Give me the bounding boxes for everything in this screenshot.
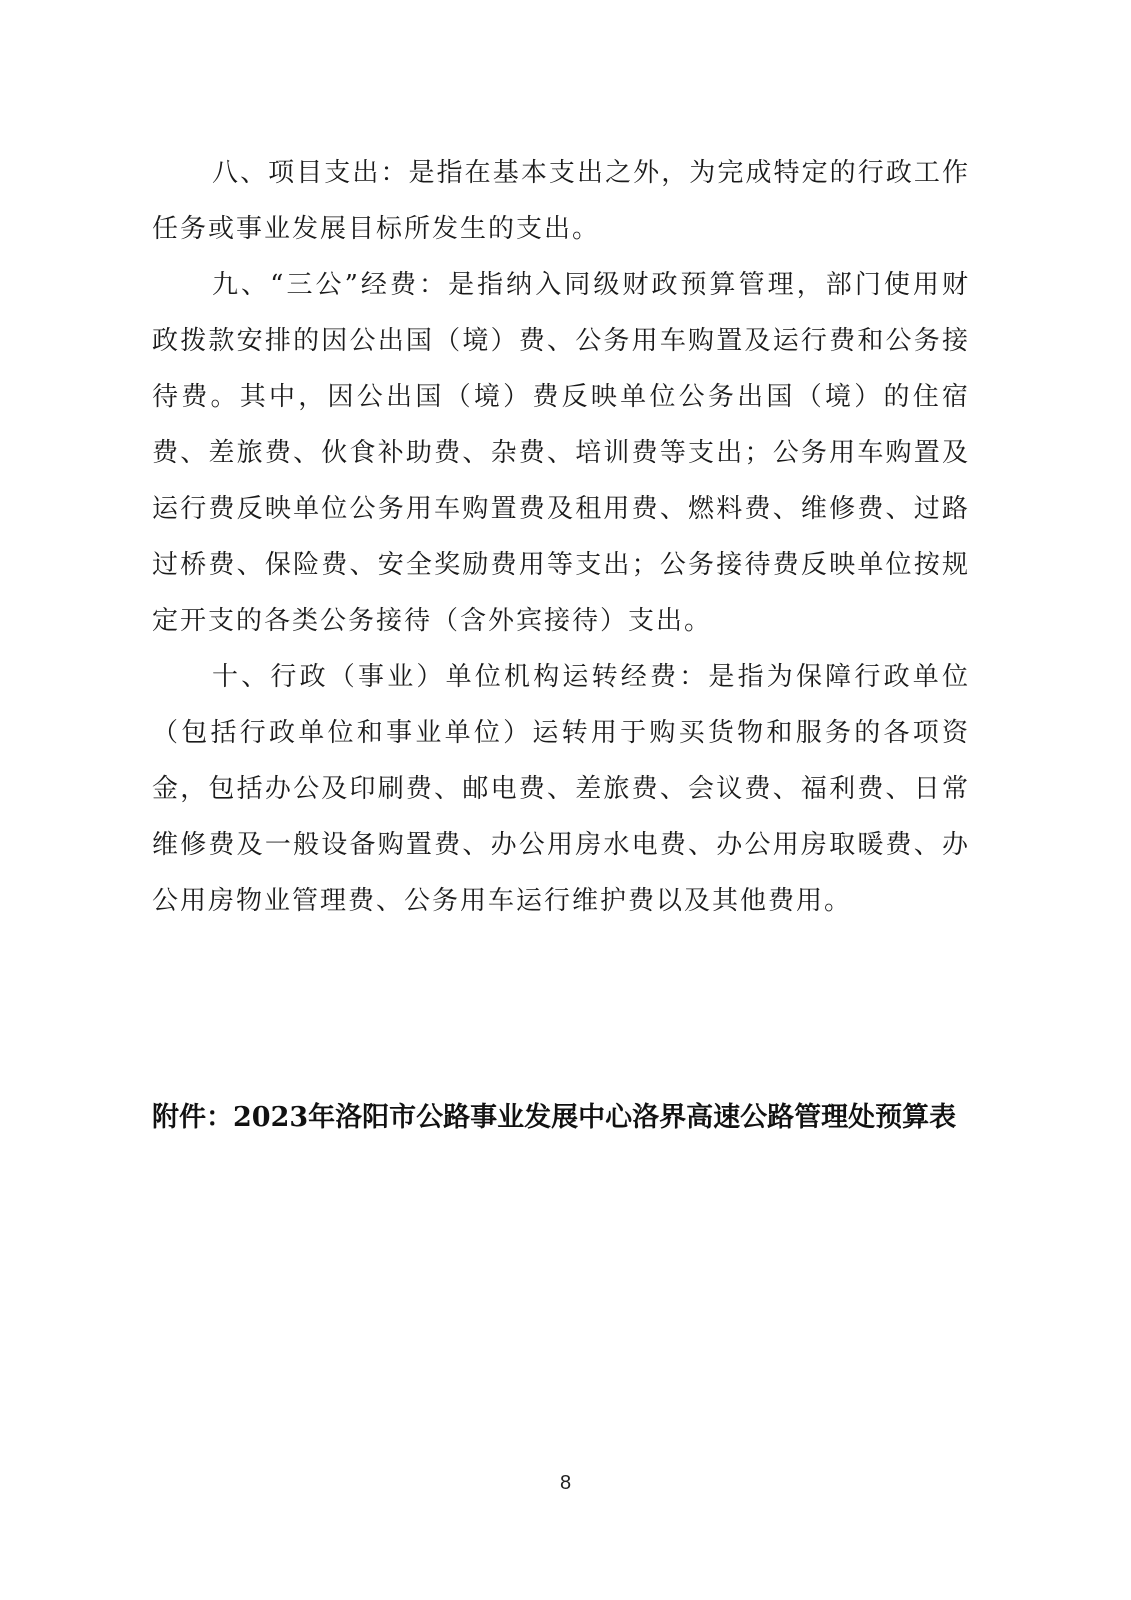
attachment-line (152, 1090, 1070, 1146)
attachment-label: 附件： (152, 1102, 233, 1133)
body-text (152, 145, 970, 929)
attachment-title: 2023年洛阳市公路事业发展中心洛界高速公路管理处预算表 (233, 1102, 957, 1133)
page-number: 8 (559, 1472, 572, 1494)
paragraph-operating-expenses: 十、行政（事业）单位机构运转经费：是指为保障行政单位（包括行政单位和事业单位）运转用于购买货物和服务的各项资金，包括办公及印刷费、邮电费、差旅费、会议费、福利费、日常维修费及一般设备购置费、办公用房水电费、办公用房取暖费、办公用房物业管理费、公务用车运行维护费以及其他费用。 (152, 662, 970, 916)
paragraph-three-public-expenses: 九、“三公”经费：是指纳入同级财政预算管理，部门使用财政拨款安排的因公出国（境）费、公务用车购置及运行费和公务接待费。其中，因公出国（境）费反映单位公务出国（境）的住宿费、差旅费、伙食补助费、杂费、培训费等支出；公务用车购置及运行费反映单位公务用车购置费及租用费、燃料费、维修费、过路过桥费、保险费、安全奖励费用等支出；公务接待费反映单位按规定开支的各类公务接待（含外宾接待）支出。 (152, 270, 970, 636)
paragraph-project-expenditure: 八、项目支出：是指在基本支出之外，为完成特定的行政工作任务或事业发展目标所发生的支出。 (152, 158, 970, 244)
